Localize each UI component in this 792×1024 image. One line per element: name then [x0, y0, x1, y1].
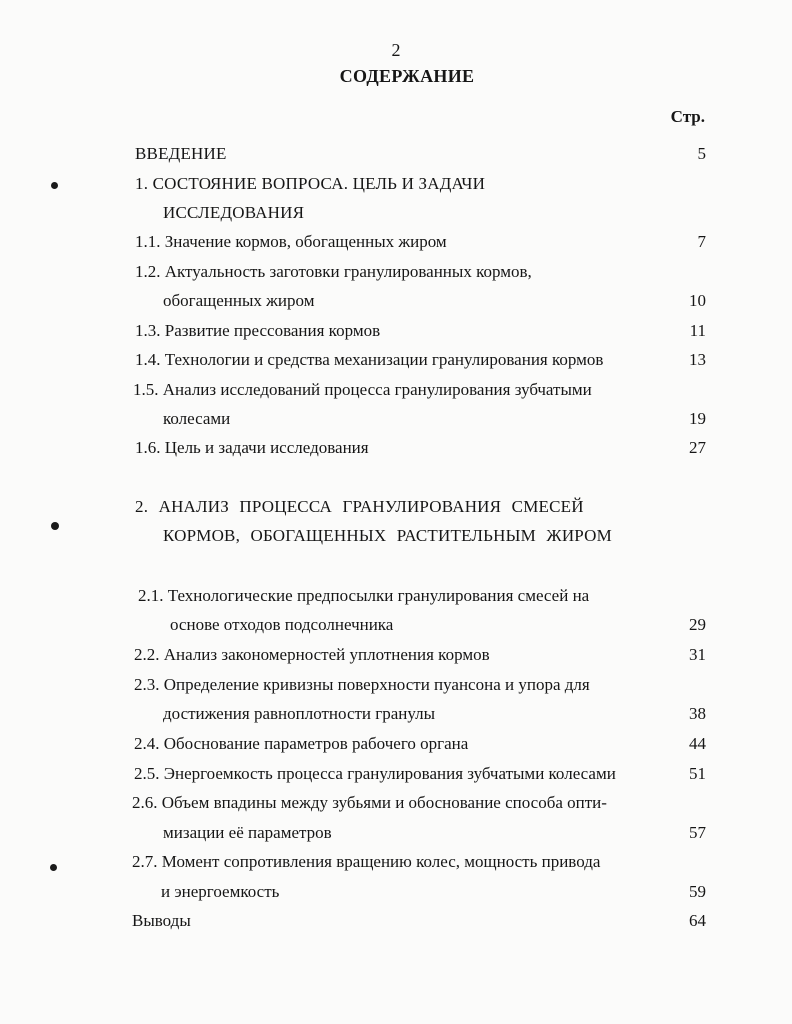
toc-entry-page: 13 [689, 350, 706, 369]
toc-entry-text: 2.5. Энергоемкость процесса гранулирования зубчатыми колесами [134, 764, 616, 783]
toc-entry-page: 10 [689, 291, 706, 310]
toc-entry-page: 7 [697, 232, 706, 251]
toc-entry-text: 2.2. Анализ закономерностей уплотнения кормов [134, 645, 490, 664]
toc-entry-page: 27 [689, 438, 706, 457]
toc-entry-text: 2.1. Технологические предпосылки гранулирования смесей на [138, 586, 590, 605]
toc-entry-text: 2.7. Момент сопротивления вращению колес, мощность привода [132, 852, 601, 871]
page-number: 2 [391, 40, 401, 60]
toc-entry-text: 1. СОСТОЯНИЕ ВОПРОСА. ЦЕЛЬ И ЗАДАЧИ [135, 174, 486, 193]
toc-entry-page: 29 [689, 615, 706, 634]
toc-entry-text: 2.6. Объем впадины между зубьями и обоснование способа опти- [132, 793, 607, 812]
toc-entry-text: 1.3. Развитие прессования кормов [135, 321, 381, 340]
toc-entry-text: 2. АНАЛИЗ ПРОЦЕССА ГРАНУЛИРОВАНИЯ СМЕСЕЙ [135, 497, 584, 516]
scan-mark [51, 182, 58, 189]
page-title: СОДЕРЖАНИЕ [339, 66, 475, 86]
toc-entry-text: обогащенных жиром [163, 291, 315, 310]
toc-entry-page: 5 [697, 144, 706, 163]
toc-entry-page: 59 [689, 882, 706, 901]
toc-entry-text: ВВЕДЕНИЕ [135, 144, 227, 163]
toc-entry-page: 11 [689, 321, 706, 340]
toc-entry-text: Выводы [132, 911, 191, 930]
toc-entry-text: колесами [163, 409, 231, 428]
toc-entry-page: 64 [689, 911, 706, 930]
toc-entry-page: 19 [689, 409, 706, 428]
toc-entry-text: 1.4. Технологии и средства механизации гранулирования кормов [135, 350, 604, 369]
toc-entry-page: 51 [689, 764, 706, 783]
toc-entry-text: 1.5. Анализ исследований процесса гранулирования зубчатыми [133, 380, 592, 399]
toc-entry-text: 1.2. Актуальность заготовки гранулированных кормов, [135, 262, 532, 281]
toc-entry-page: 31 [689, 645, 706, 664]
toc-entry-text: 1.6. Цель и задачи исследования [135, 438, 369, 457]
scan-mark [51, 522, 59, 530]
page-column-header: Стр. [670, 107, 705, 126]
toc-entry-text: мизации её параметров [163, 823, 332, 842]
toc-entry-text: ИССЛЕДОВАНИЯ [163, 203, 305, 222]
toc-entry-page: 57 [689, 823, 706, 842]
toc-entry-text: и энергоемкость [161, 882, 280, 901]
toc-entry-text: 1.1. Значение кормов, обогащенных жиром [135, 232, 447, 251]
toc-entry-page: 38 [689, 704, 706, 723]
toc-entry-text: 2.4. Обоснование параметров рабочего органа [134, 734, 469, 753]
scan-mark [50, 864, 57, 871]
toc-entry-text: достижения равноплотности гранулы [163, 704, 436, 723]
toc-entry-text: 2.3. Определение кривизны поверхности пуансона и упора для [134, 675, 590, 694]
toc-entry-text: КОРМОВ, ОБОГАЩЕННЫХ РАСТИТЕЛЬНЫМ ЖИРОМ [163, 526, 612, 545]
toc-entry-page: 44 [689, 734, 706, 753]
toc-entry-text: основе отходов подсолнечника [170, 615, 394, 634]
